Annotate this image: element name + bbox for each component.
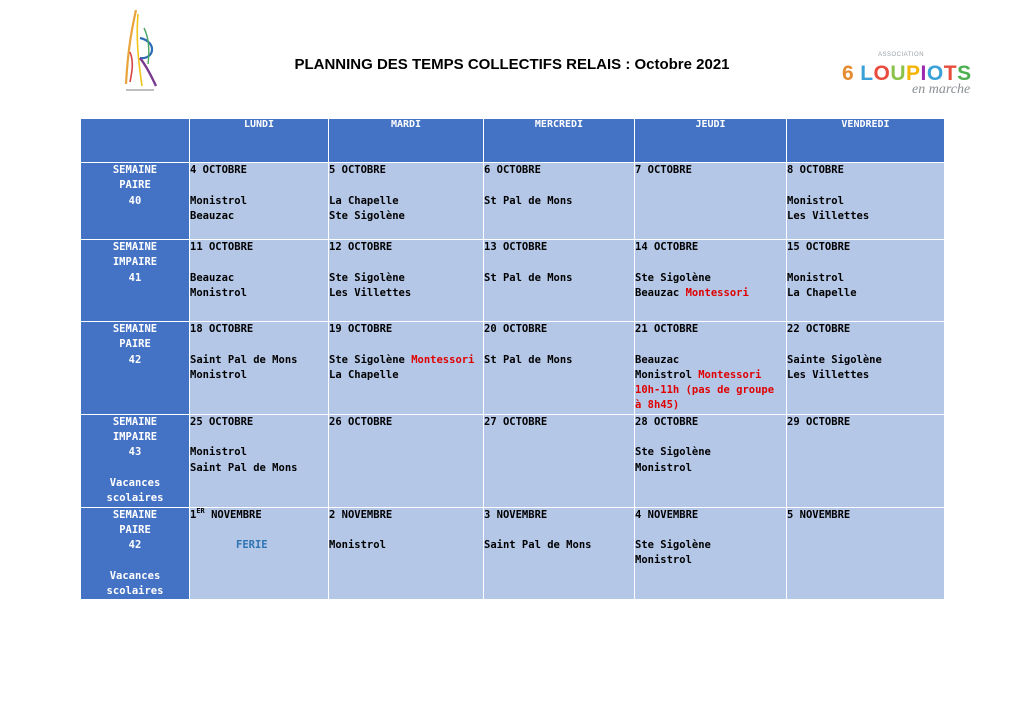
week-label (81, 163, 190, 240)
day-cell (635, 322, 787, 415)
day-cell (635, 507, 787, 600)
location-line (635, 368, 786, 383)
montessori-note: Montessori (411, 353, 475, 366)
location-line (329, 286, 483, 301)
location-line (190, 368, 328, 383)
cell-date-text: 5 OCTOBRE (329, 164, 386, 176)
location-line (484, 194, 634, 209)
day-header: MERCREDI (484, 119, 635, 163)
location-text: Ste Sigolène (635, 271, 711, 284)
location-text: La Chapelle (329, 368, 399, 381)
cell-date-text: 11 OCTOBRE (190, 241, 254, 253)
day-cell (635, 414, 787, 507)
location-line (329, 353, 483, 368)
cell-date (787, 508, 944, 523)
cell-date-text: 4 NOVEMBRE (635, 508, 699, 521)
cell-date (787, 322, 944, 337)
location-text: Monistrol (635, 554, 692, 567)
cell-date-text: 1 (190, 508, 197, 521)
day-cell (635, 163, 787, 240)
cell-date (190, 508, 328, 523)
week-label-line: IMPAIRE (112, 431, 158, 444)
location-text: Ste Sigolène (635, 446, 711, 459)
location-line (635, 461, 786, 476)
location-text: St Pal de Mons (484, 194, 573, 207)
loupiots-logo (836, 50, 976, 102)
location-text: Les Villettes (787, 368, 870, 381)
cell-date (190, 415, 328, 430)
location-text: Monistrol (329, 539, 386, 552)
week-label (81, 414, 190, 507)
location-line (484, 353, 634, 368)
cell-date-text: 13 OCTOBRE (484, 241, 548, 253)
day-cell (190, 414, 329, 507)
location-text: Beauzac (635, 353, 680, 366)
relais-logo (118, 8, 162, 96)
location-text: St Pal de Mons (484, 353, 573, 366)
location-text: Saint Pal de Mons (190, 353, 298, 366)
cell-date-superscript: ER (196, 506, 205, 515)
location-line (635, 538, 786, 553)
cell-date (787, 240, 944, 255)
location-line (329, 209, 483, 224)
location-text: Les Villettes (787, 209, 870, 222)
cell-date (484, 322, 634, 337)
location-text: Monistrol (635, 461, 692, 474)
cell-date-text: 14 OCTOBRE (635, 241, 699, 253)
week-label-line: 42 (128, 353, 142, 366)
day-cell (484, 240, 635, 322)
location-line (635, 383, 786, 398)
montessori-note: 10h-11h (pas de groupe (635, 384, 775, 397)
week-label-line (81, 553, 189, 568)
day-cell (329, 414, 484, 507)
day-cell (329, 240, 484, 322)
week-row (81, 322, 945, 415)
location-text: Beauzac (635, 286, 686, 299)
cell-date-text: 8 OCTOBRE (787, 164, 844, 176)
week-row (81, 163, 945, 240)
location-text: Monistrol (787, 271, 844, 284)
cell-date (787, 163, 944, 178)
week-label-line: PAIRE (119, 523, 151, 536)
cell-date-text: 4 OCTOBRE (190, 164, 247, 176)
location-text: Ste Sigolène (635, 539, 711, 552)
location-text: Saint Pal de Mons (484, 539, 592, 552)
location-line (635, 553, 786, 568)
day-cell (787, 240, 945, 322)
week-label-line: 41 (128, 271, 142, 284)
week-label-line: Vacances (109, 476, 161, 489)
day-cell (787, 322, 945, 415)
week-label-line: 43 (128, 446, 142, 459)
week-row (81, 240, 945, 322)
day-cell (787, 414, 945, 507)
logo-brand: 6 LOUPIOTS (842, 62, 972, 85)
cell-date (484, 508, 634, 523)
day-header: JEUDI (635, 119, 787, 163)
week-label-line: PAIRE (119, 179, 151, 192)
day-header: LUNDI (190, 119, 329, 163)
location-line (484, 271, 634, 286)
location-text: Monistrol (190, 286, 247, 299)
location-text: Ste Sigolène (329, 209, 405, 222)
location-line (787, 271, 944, 286)
week-label-line: SEMAINE (112, 241, 158, 253)
week-label-line: Vacances (109, 569, 161, 582)
location-text: St Pal de Mons (484, 271, 573, 284)
week-label-line (81, 461, 189, 476)
cell-date (635, 240, 786, 255)
location-text: Monistrol (190, 194, 247, 207)
location-text: Beauzac (190, 271, 235, 284)
week-label-line: SEMAINE (112, 415, 158, 428)
logo-assoc-label: ASSOCIATION (878, 52, 925, 58)
logo-subtitle: en marche (912, 82, 971, 97)
day-cell (787, 163, 945, 240)
location-line (635, 286, 786, 301)
montessori-note: Montessori (698, 368, 762, 381)
cell-date (635, 322, 786, 337)
day-header: VENDREDI (787, 119, 945, 163)
location-line (190, 445, 328, 460)
day-cell (484, 507, 635, 600)
cell-date-text: 19 OCTOBRE (329, 323, 393, 335)
header-corner (81, 119, 190, 163)
location-line (190, 286, 328, 301)
cell-date (329, 322, 483, 337)
location-line (329, 194, 483, 209)
location-line (635, 398, 786, 413)
location-line (484, 538, 634, 553)
week-label-line: SEMAINE (112, 164, 158, 176)
location-line (190, 271, 328, 286)
cell-date-text: 5 NOVEMBRE (787, 508, 851, 521)
day-cell (329, 163, 484, 240)
cell-date (635, 415, 786, 430)
location-text: Saint Pal de Mons (190, 461, 298, 474)
day-cell (190, 507, 329, 600)
cell-date (329, 163, 483, 178)
week-label-line: IMPAIRE (112, 256, 158, 269)
location-text: Monistrol (635, 368, 699, 381)
day-cell (787, 507, 945, 600)
location-line (635, 353, 786, 368)
day-cell (190, 163, 329, 240)
location-line (635, 445, 786, 460)
cell-date-text: 15 OCTOBRE (787, 241, 851, 253)
location-line (635, 271, 786, 286)
cell-date-text: 2 NOVEMBRE (329, 508, 393, 521)
page-title: PLANNING DES TEMPS COLLECTIFS RELAIS : Octobre 2021 (294, 56, 730, 74)
day-cell (484, 163, 635, 240)
day-header: MARDI (329, 119, 484, 163)
cell-date-text: 7 OCTOBRE (635, 164, 692, 176)
cell-date (329, 415, 483, 430)
cell-date-text: 27 OCTOBRE (484, 415, 548, 428)
location-line (329, 368, 483, 383)
cell-date (484, 163, 634, 178)
location-text: La Chapelle (329, 194, 399, 207)
cell-date-rest: NOVEMBRE (204, 508, 262, 521)
location-line (329, 538, 483, 553)
location-text: Sainte Sigolène (787, 353, 882, 366)
week-label-line: SEMAINE (112, 323, 158, 335)
week-label-line: SEMAINE (112, 508, 158, 521)
cell-date (484, 415, 634, 430)
week-row (81, 507, 945, 600)
location-text: Monistrol (787, 194, 844, 207)
location-line (787, 194, 944, 209)
cell-date-text: 3 NOVEMBRE (484, 508, 548, 521)
montessori-note: Montessori (685, 286, 749, 299)
cell-date-text: 29 OCTOBRE (787, 415, 851, 428)
location-line (190, 194, 328, 209)
week-label-line: 40 (128, 194, 142, 207)
location-text: Beauzac (190, 209, 235, 222)
cell-date-text: 28 OCTOBRE (635, 415, 699, 428)
cell-date (329, 508, 483, 523)
cell-date (190, 163, 328, 178)
cell-date (329, 240, 483, 255)
location-text: Monistrol (190, 446, 247, 459)
holiday-label: FERIE (236, 539, 268, 552)
cell-date (484, 240, 634, 255)
week-label-line: scolaires (106, 585, 164, 598)
montessori-note: à 8h45) (635, 399, 680, 412)
location-line (787, 209, 944, 224)
location-line (787, 286, 944, 301)
cell-date (635, 163, 786, 178)
day-header-row (81, 119, 945, 163)
week-label-line: scolaires (106, 492, 164, 505)
week-label-line: 42 (128, 539, 142, 552)
cell-date-text: 12 OCTOBRE (329, 241, 393, 253)
location-text: Ste Sigolène (329, 353, 412, 366)
cell-date-text: 18 OCTOBRE (190, 323, 254, 335)
cell-date (635, 508, 786, 523)
cell-date-text: 6 OCTOBRE (484, 164, 541, 176)
cell-date (190, 240, 328, 255)
day-cell (329, 322, 484, 415)
location-line (190, 209, 328, 224)
cell-date-text: 21 OCTOBRE (635, 323, 699, 335)
day-cell (484, 414, 635, 507)
location-line (190, 353, 328, 368)
location-text: Ste Sigolène (329, 271, 405, 284)
schedule-table (80, 118, 945, 600)
cell-date-text: 22 OCTOBRE (787, 323, 851, 335)
location-line (787, 368, 944, 383)
location-text: Les Villettes (329, 286, 412, 299)
location-line (329, 271, 483, 286)
day-cell (190, 322, 329, 415)
cell-date-text: 26 OCTOBRE (329, 415, 393, 428)
day-cell (190, 240, 329, 322)
cell-date (190, 322, 328, 337)
day-cell (635, 240, 787, 322)
day-cell (484, 322, 635, 415)
week-label (81, 240, 190, 322)
week-row (81, 414, 945, 507)
location-line (787, 353, 944, 368)
location-text: Monistrol (190, 368, 247, 381)
cell-date-text: 25 OCTOBRE (190, 415, 254, 428)
cell-date-text: 20 OCTOBRE (484, 323, 548, 335)
location-line (190, 461, 328, 476)
week-label-line: PAIRE (119, 338, 151, 351)
cell-date (787, 415, 944, 430)
week-label (81, 507, 190, 600)
day-cell (329, 507, 484, 600)
location-text: La Chapelle (787, 286, 857, 299)
week-label (81, 322, 190, 415)
